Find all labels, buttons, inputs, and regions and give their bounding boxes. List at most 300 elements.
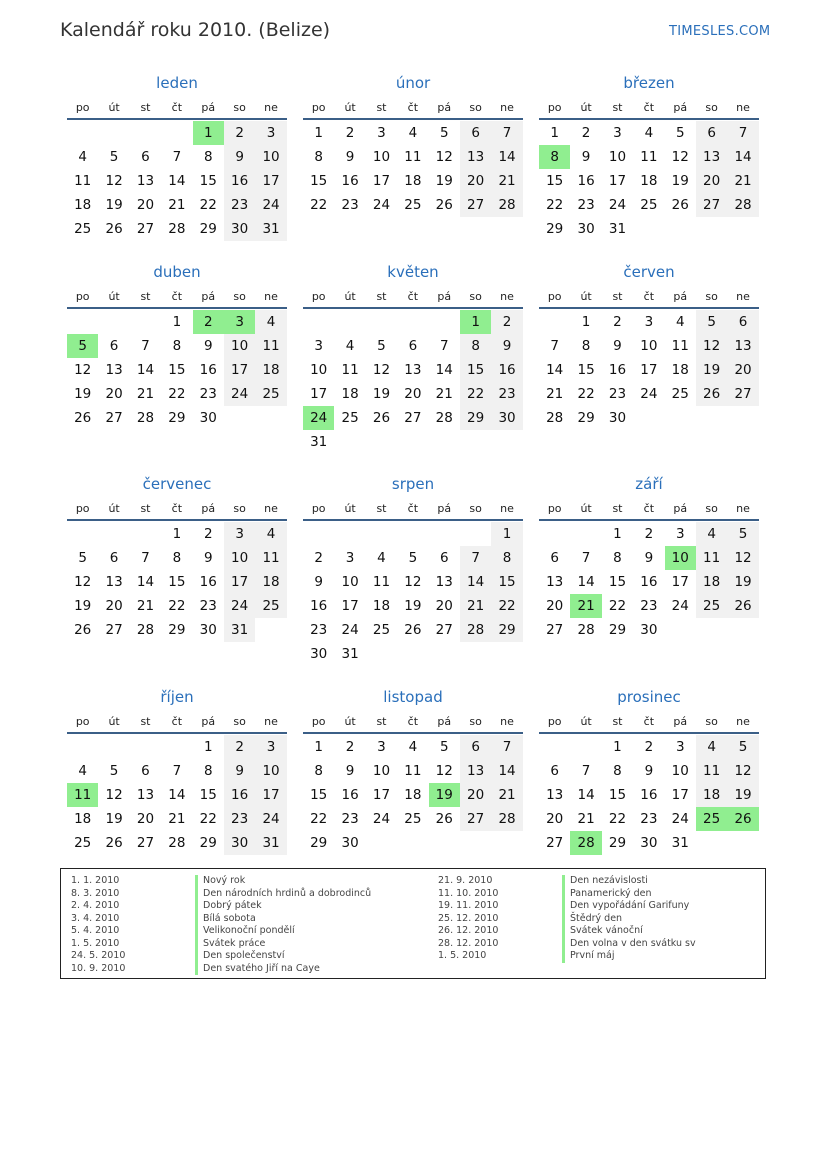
day-cell: 12 [105,787,123,803]
holiday-day: 3 [224,310,255,334]
weekday-label: po [311,502,326,515]
day-cell: 17 [310,386,328,402]
day-cell: 27 [404,410,422,426]
weekday-label: ne [264,101,278,114]
legend-row [71,950,371,963]
month-name: leden [156,74,198,92]
day-cell: 23 [608,386,627,402]
day-cell: 31 [255,831,286,855]
day-cell: 20 [136,811,155,827]
day-cell: 30 [224,831,255,855]
day-cell: 13 [696,145,727,169]
day-cell: 14 [491,759,522,783]
day-cell: 28 [460,618,491,642]
weekday-label: pá [437,715,452,728]
legend-row [438,900,696,913]
day-cell: 1 [314,125,323,141]
legend-row [71,963,371,976]
day-cell: 13 [105,362,123,378]
weekday-label: čt [171,290,183,303]
empty-cell [334,310,365,334]
day-cell: 4 [675,314,685,330]
month-name: září [635,475,663,493]
day-cell: 17 [372,787,391,803]
day-cell: 11 [255,334,286,358]
day-cell: 25 [671,386,689,402]
day-cell: 9 [345,763,355,779]
day-cell: 16 [199,362,217,378]
day-cell: 13 [460,145,491,169]
day-cell: 7 [491,735,522,759]
weekday-label: pá [437,502,452,515]
weekday-header [303,98,523,120]
day-cell: 20 [435,598,453,614]
day-cell: 16 [640,787,658,803]
day-cell: 27 [136,835,155,851]
day-cell: 20 [546,811,564,827]
day-cell: 30 [199,622,217,638]
weekday-label: pá [673,502,688,515]
day-cell: 2 [224,735,255,759]
day-cell: 19 [727,783,758,807]
day-cell: 6 [460,735,491,759]
month-9 [539,473,759,642]
weekday-label: pá [201,715,216,728]
weekday-label: st [612,101,623,114]
day-cell: 14 [168,173,186,189]
day-cell: 10 [341,574,359,590]
day-cell: 30 [608,410,627,426]
weekday-label: čt [643,290,655,303]
page-title: Kalendář roku 2010. (Belize) [60,19,331,41]
legend-row [438,925,696,938]
day-cell: 5 [439,125,449,141]
empty-cell [67,522,98,546]
day-cell: 26 [74,410,92,426]
day-cell: 18 [372,598,391,614]
day-cell: 27 [460,193,491,217]
empty-cell [397,522,428,546]
day-cell: 18 [74,197,92,213]
day-cell: 30 [199,410,217,426]
weekday-label: út [344,502,356,515]
day-cell: 25 [255,594,286,618]
day-cell: 12 [372,362,391,378]
holiday-day: 1 [460,310,491,334]
weekday-label: čt [171,715,183,728]
legend-row [71,938,371,951]
holiday-day: 5 [67,334,98,358]
day-cell: 12 [727,546,758,570]
day-cell: 6 [109,338,119,354]
day-cell: 14 [546,362,564,378]
weekday-label: so [469,715,482,728]
day-cell: 5 [675,125,685,141]
day-cell: 18 [74,811,92,827]
legend-date: 10. 9. 2010 [71,962,126,974]
day-cell: 13 [727,334,758,358]
day-cell: 15 [168,362,186,378]
day-cell: 29 [168,410,186,426]
day-cell: 28 [491,193,522,217]
day-cell: 4 [255,310,286,334]
legend-date: 8. 3. 2010 [71,887,120,899]
empty-cell [98,121,129,145]
day-cell: 9 [314,574,323,590]
day-cell: 14 [136,362,155,378]
legend-row [438,950,696,963]
day-cell: 2 [613,314,622,330]
day-cell: 24 [640,386,658,402]
day-grid [67,522,287,642]
month-5 [303,261,523,454]
day-cell: 24 [608,197,627,213]
legend-date: 24. 5. 2010 [71,950,126,961]
day-cell: 25 [404,197,422,213]
day-cell: 9 [224,759,255,783]
legend-date: 28. 12. 2010 [438,937,499,949]
weekday-label: út [344,101,356,114]
day-cell: 14 [168,787,186,803]
day-cell: 10 [310,362,328,378]
day-cell: 9 [203,338,213,354]
day-cell: 24 [255,193,286,217]
legend-date: 19. 11. 2010 [438,900,499,911]
day-cell: 12 [105,173,123,189]
weekday-label: so [469,290,482,303]
day-cell: 11 [696,546,727,570]
weekday-header [67,499,287,521]
legend-holiday-name: Velikonoční pondělí [195,925,295,938]
day-cell: 20 [696,169,727,193]
day-cell: 29 [460,406,491,430]
weekday-label: čt [407,502,419,515]
day-cell: 4 [78,763,87,779]
day-grid [67,310,287,430]
holiday-day: 1 [193,121,224,145]
empty-cell [334,522,365,546]
day-cell: 17 [224,570,255,594]
weekday-label: ne [264,290,278,303]
legend-date: 21. 9. 2010 [438,875,493,886]
day-cell: 24 [671,598,689,614]
day-cell: 26 [404,622,422,638]
weekday-label: so [705,290,718,303]
day-cell: 28 [577,622,595,638]
legend-row [71,925,371,938]
month-name: srpen [391,475,435,493]
day-cell: 10 [255,145,286,169]
day-cell: 16 [310,598,328,614]
day-cell: 3 [675,526,685,542]
weekday-label: čt [643,715,655,728]
day-cell: 20 [136,197,155,213]
day-cell: 12 [74,362,92,378]
day-cell: 16 [640,574,658,590]
day-cell: 4 [696,735,727,759]
day-grid [303,121,523,217]
day-cell: 28 [168,221,186,237]
day-cell: 16 [608,362,627,378]
weekday-label: po [75,101,90,114]
day-cell: 5 [78,550,87,566]
day-cell: 3 [644,314,654,330]
day-cell: 25 [696,594,727,618]
weekday-label: so [233,502,246,515]
weekday-header [539,98,759,120]
day-grid [303,310,523,454]
weekday-label: pá [437,290,452,303]
day-cell: 11 [696,759,727,783]
empty-cell [130,121,161,145]
day-cell: 22 [199,811,217,827]
legend-holiday-name: Bílá sobota [195,913,256,926]
weekday-label: po [311,290,326,303]
weekday-label: čt [171,101,183,114]
day-cell: 22 [168,598,186,614]
day-cell: 3 [345,550,355,566]
day-cell: 12 [435,763,453,779]
weekday-label: pá [673,101,688,114]
day-grid [539,735,759,855]
empty-cell [98,522,129,546]
day-cell: 20 [404,386,422,402]
weekday-label: st [376,290,387,303]
day-cell: 6 [550,763,559,779]
day-cell: 30 [577,221,595,237]
empty-cell [130,310,161,334]
empty-cell [67,121,98,145]
weekday-label: so [469,101,482,114]
day-cell: 10 [671,763,689,779]
day-cell: 29 [199,835,217,851]
day-cell: 21 [491,783,522,807]
day-cell: 8 [613,550,622,566]
holiday-day: 24 [303,406,334,430]
legend-row [438,938,696,951]
weekday-label: čt [643,101,655,114]
day-cell: 7 [439,338,449,354]
day-cell: 8 [613,763,622,779]
weekday-label: st [140,502,151,515]
day-cell: 26 [435,197,453,213]
weekday-label: út [580,715,592,728]
day-cell: 15 [310,173,328,189]
legend-holiday-name: Nový rok [195,875,245,888]
holiday-day: 11 [67,783,98,807]
weekday-label: út [108,101,120,114]
weekday-label: ne [500,101,514,114]
day-cell: 22 [491,594,522,618]
day-cell: 8 [581,338,591,354]
empty-cell [570,522,601,546]
legend-date: 25. 12. 2010 [438,912,499,924]
empty-cell [161,735,192,759]
weekday-label: út [108,715,120,728]
weekday-label: po [311,715,326,728]
day-cell: 9 [644,550,654,566]
empty-cell [98,735,129,759]
month-name: únor [395,74,431,92]
weekday-label: st [612,715,623,728]
day-cell: 4 [78,149,87,165]
day-cell: 11 [372,574,391,590]
legend-row [71,900,371,913]
day-cell: 25 [404,811,422,827]
day-cell: 6 [696,121,727,145]
month-6 [539,261,759,430]
day-cell: 18 [404,787,422,803]
day-cell: 4 [255,522,286,546]
day-cell: 14 [577,787,595,803]
day-cell: 15 [168,574,186,590]
day-cell: 25 [341,410,359,426]
day-cell: 29 [608,835,627,851]
day-cell: 22 [310,197,328,213]
weekday-header [539,712,759,734]
weekday-label: čt [171,502,183,515]
day-cell: 17 [671,787,689,803]
day-cell: 21 [727,169,758,193]
day-cell: 22 [199,197,217,213]
day-cell: 23 [640,598,658,614]
day-cell: 24 [224,382,255,406]
day-cell: 14 [491,145,522,169]
day-cell: 24 [372,197,391,213]
day-cell: 23 [224,193,255,217]
day-cell: 8 [460,334,491,358]
legend-row [71,888,371,901]
day-cell: 2 [581,125,591,141]
weekday-label: ne [736,715,750,728]
day-cell: 16 [199,574,217,590]
day-cell: 25 [372,622,391,638]
empty-cell [539,522,570,546]
day-cell: 1 [613,526,622,542]
day-cell: 19 [435,173,453,189]
day-cell: 2 [224,121,255,145]
day-grid [67,735,287,855]
day-cell: 18 [671,362,689,378]
day-cell: 2 [644,526,654,542]
legend-holiday-name: Svátek práce [195,938,265,951]
day-cell: 21 [491,169,522,193]
weekday-label: so [705,502,718,515]
day-cell: 14 [727,145,758,169]
day-cell: 28 [435,410,453,426]
day-cell: 9 [491,334,522,358]
weekday-header [539,287,759,309]
day-cell: 13 [136,787,155,803]
day-cell: 28 [136,410,155,426]
day-cell: 25 [74,835,92,851]
day-cell: 27 [727,382,758,406]
day-cell: 28 [136,622,155,638]
day-cell: 26 [435,811,453,827]
weekday-label: ne [500,290,514,303]
day-cell: 4 [345,338,355,354]
legend-holiday-name: Den svatého Jiří na Caye [195,963,320,976]
weekday-header [303,287,523,309]
day-cell: 25 [74,221,92,237]
legend-row [71,875,371,888]
day-cell: 5 [727,522,758,546]
day-cell: 11 [341,362,359,378]
day-cell: 4 [408,125,418,141]
holiday-day: 8 [539,145,570,169]
day-cell: 27 [435,622,453,638]
day-cell: 12 [404,574,422,590]
day-cell: 10 [224,334,255,358]
empty-cell [539,310,570,334]
day-cell: 31 [310,434,328,450]
day-cell: 6 [141,149,150,165]
weekday-label: po [547,290,562,303]
day-cell: 26 [696,382,727,406]
day-cell: 3 [314,338,323,354]
day-cell: 8 [314,763,323,779]
day-cell: 20 [727,358,758,382]
brand-logo[interactable]: TIMESLES.COM [669,24,771,39]
day-cell: 12 [696,334,727,358]
day-cell: 22 [168,386,186,402]
weekday-label: út [580,502,592,515]
day-cell: 19 [74,386,92,402]
day-cell: 22 [460,382,491,406]
weekday-header [67,712,287,734]
day-cell: 30 [341,835,359,851]
day-cell: 17 [255,783,286,807]
day-cell: 6 [460,121,491,145]
day-cell: 26 [727,594,758,618]
day-cell: 22 [546,197,564,213]
day-cell: 3 [613,125,622,141]
holiday-day: 25 [696,807,727,831]
empty-cell [161,121,192,145]
weekday-label: po [75,502,90,515]
weekday-header [303,499,523,521]
day-cell: 7 [172,763,182,779]
day-cell: 28 [168,835,186,851]
day-cell: 23 [341,811,359,827]
weekday-label: st [140,290,151,303]
day-cell: 8 [172,338,182,354]
day-cell: 27 [136,221,155,237]
day-cell: 20 [460,169,491,193]
day-cell: 21 [460,594,491,618]
day-cell: 6 [550,550,559,566]
weekday-label: po [75,715,90,728]
weekday-label: út [108,502,120,515]
legend-date: 1. 5. 2010 [438,950,487,961]
day-cell: 19 [696,358,727,382]
weekday-label: ne [264,502,278,515]
day-cell: 19 [727,570,758,594]
day-cell: 12 [435,149,453,165]
day-cell: 29 [546,221,564,237]
legend-holiday-name: Panamerický den [562,888,652,901]
weekday-label: čt [407,290,419,303]
day-cell: 12 [671,149,689,165]
holiday-day: 2 [193,310,224,334]
day-cell: 1 [550,125,559,141]
day-cell: 19 [105,811,123,827]
empty-cell [570,735,601,759]
day-cell: 30 [491,406,522,430]
day-cell: 6 [109,550,119,566]
day-cell: 24 [372,811,391,827]
day-cell: 27 [105,410,123,426]
